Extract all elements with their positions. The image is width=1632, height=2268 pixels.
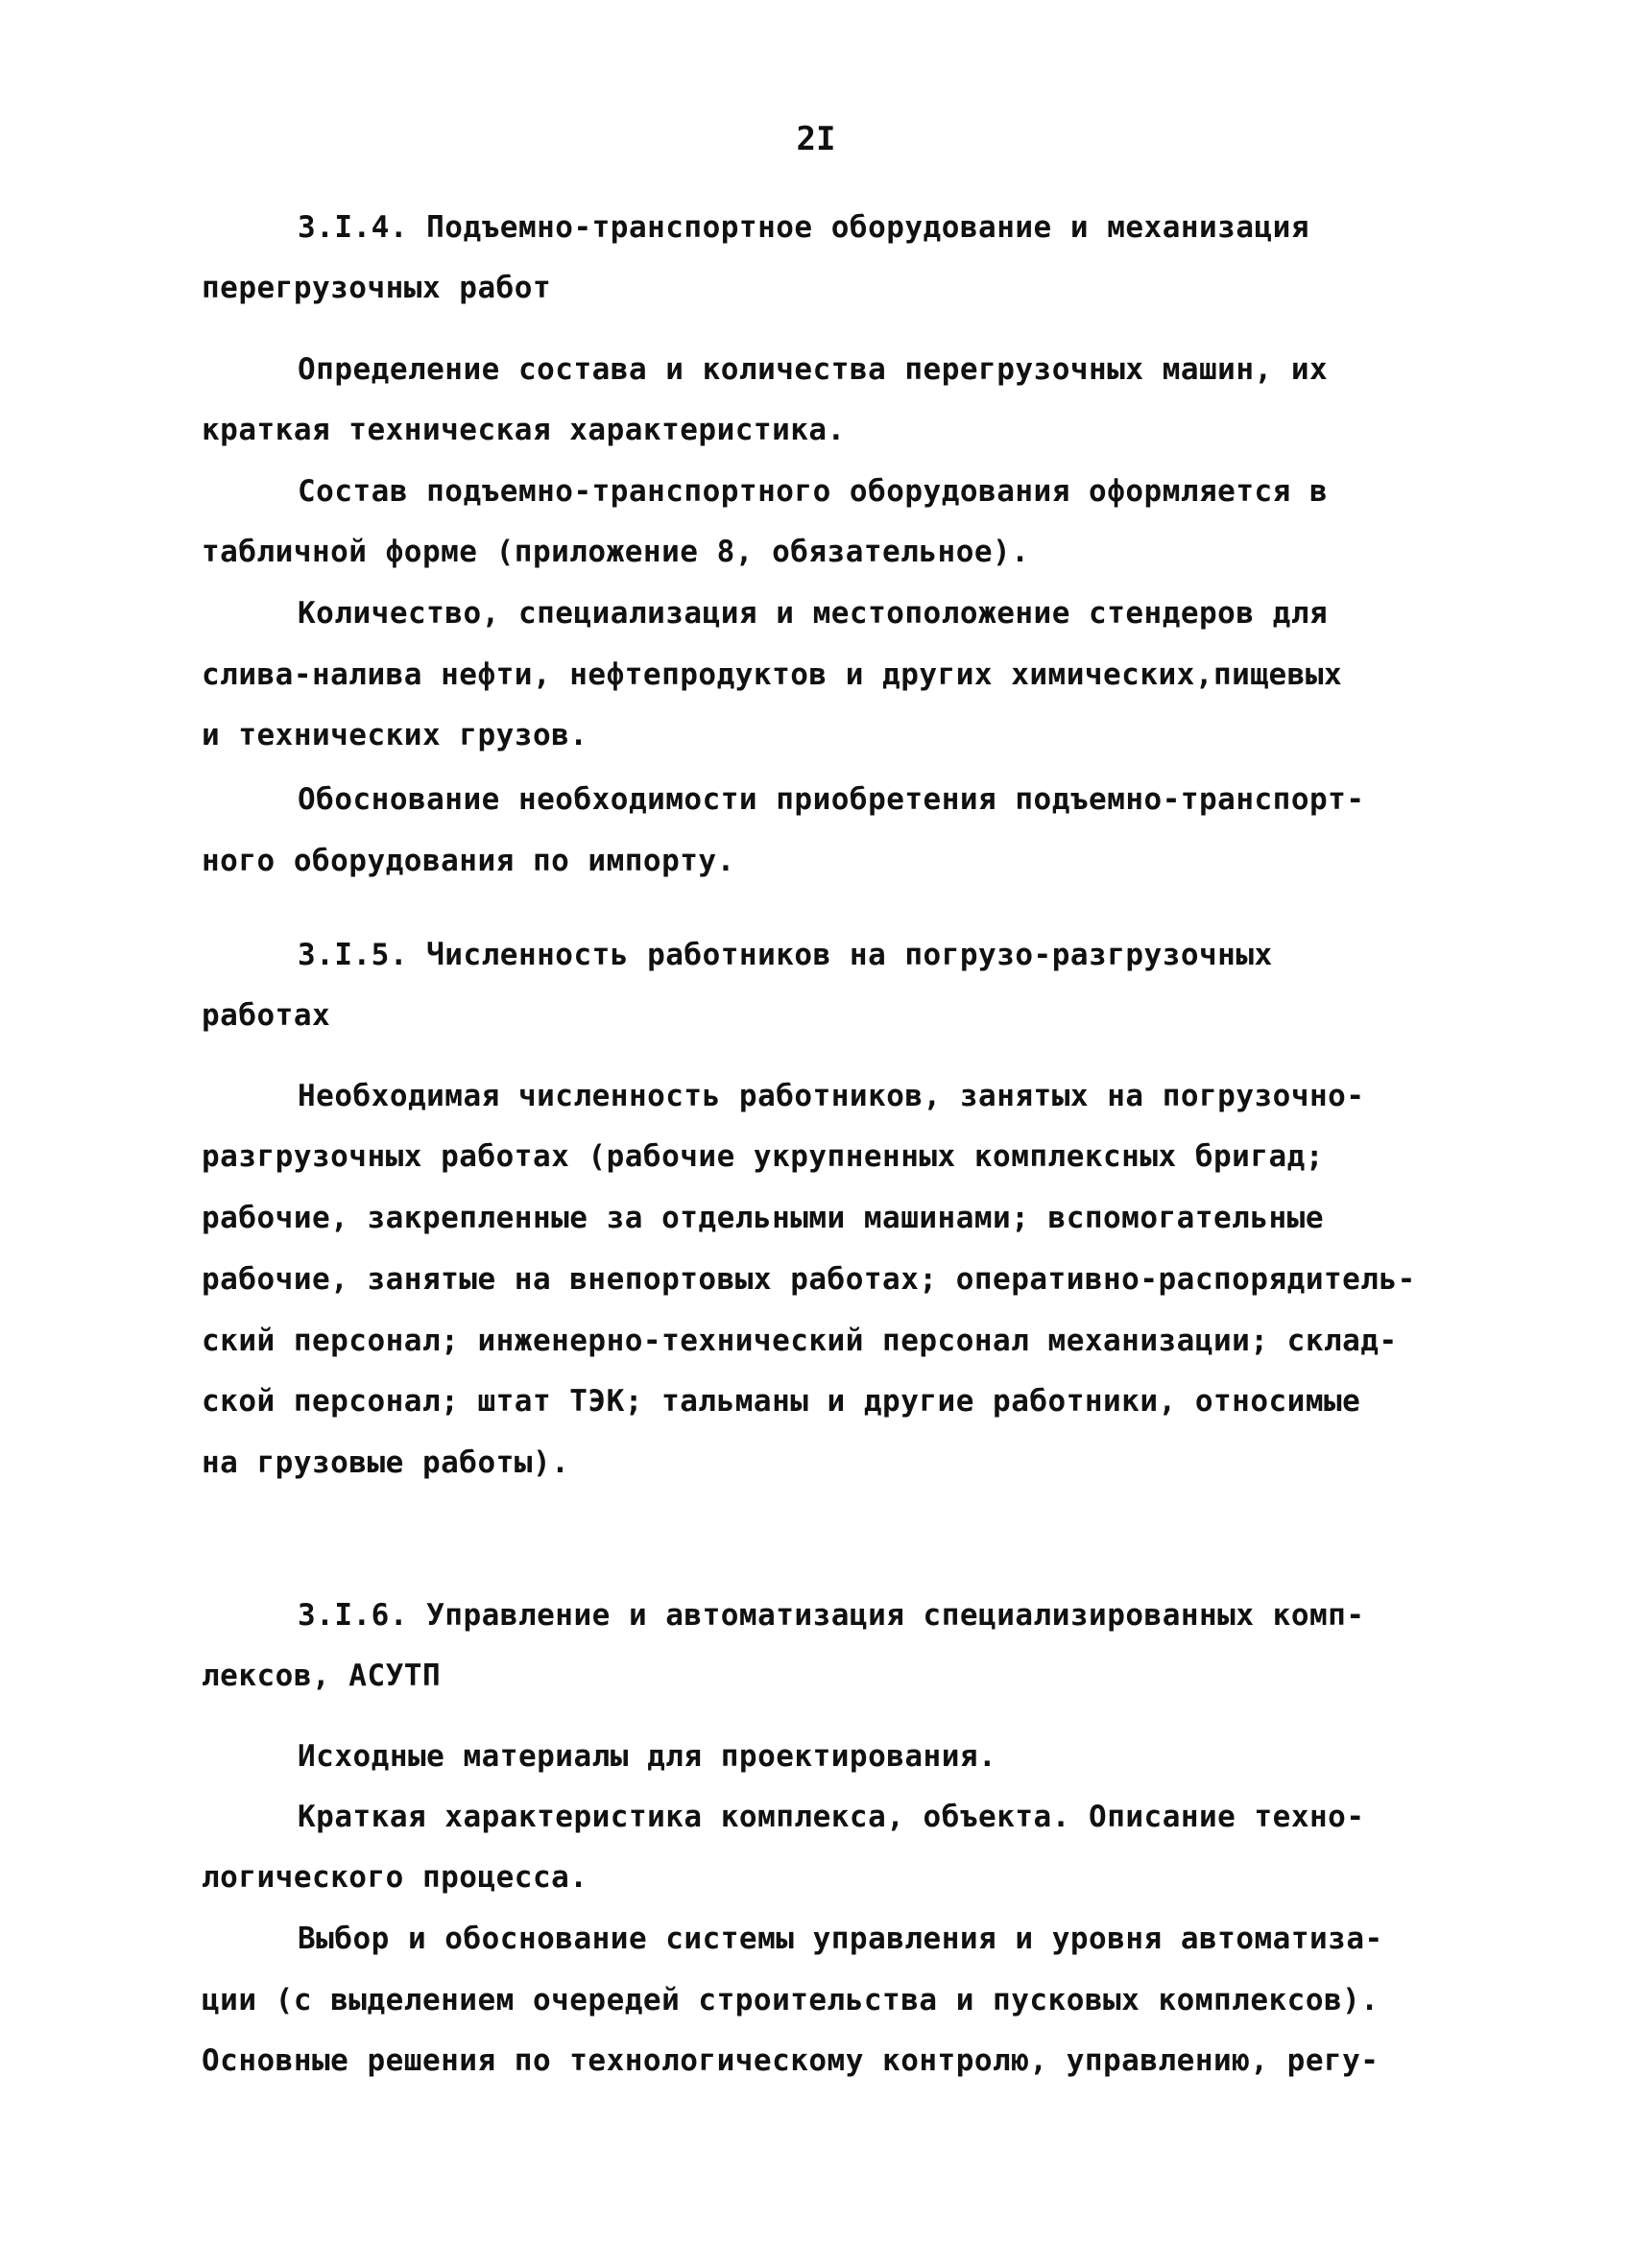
paragraph-line: Необходимая численность работников, занятых на погрузочно- [298, 1079, 1365, 1113]
paragraph-line: и технических грузов. [202, 718, 588, 752]
section-heading-3-1-4-line-2: перегрузочных работ [202, 271, 552, 305]
paragraph-line: рабочие, занятые на внепортовых работах; оперативно-распорядитель- [202, 1262, 1416, 1297]
paragraph-line: слива-налива нефти, нефтепродуктов и других химических,пищевых [202, 657, 1343, 692]
paragraph-line: Краткая характеристика комплекса, объекта. Описание техно- [298, 1800, 1365, 1834]
paragraph-line: на грузовые работы). [202, 1445, 570, 1480]
paragraph-line: логического процесса. [202, 1860, 588, 1895]
paragraph-line: разгрузочных работах (рабочие укрупненных комплексных бригад; [202, 1139, 1324, 1174]
paragraph-line: ции (с выделением очередей строительства и пусковых комплексов). [202, 1983, 1380, 2017]
paragraph-line: ской персонал; штат ТЭК; тальманы и другие работники, относимые [202, 1384, 1361, 1419]
paragraph-line: Определение состава и количества перегрузочных машин, их [298, 352, 1329, 387]
paragraph-line: Основные решения по технологическому контролю, управлению, регу- [202, 2043, 1380, 2078]
paragraph-line: Количество, специализация и местоположение стендеров для [298, 596, 1329, 631]
section-heading-3-1-5-line-1: 3.I.5. Численность работников на погрузо-разгрузочных [298, 938, 1273, 972]
section-heading-3-1-5-line-2: работах [202, 998, 331, 1033]
paragraph-line: табличной форме (приложение 8, обязательное). [202, 535, 1030, 569]
paragraph-line: рабочие, закрепленные за отдельными машинами; вспомогательные [202, 1201, 1324, 1235]
paragraph-line: Выбор и обоснование системы управления и уровня автоматиза- [298, 1922, 1383, 1956]
paragraph-line: ский персонал; инженерно-технический персонал механизации; склад- [202, 1324, 1398, 1358]
section-heading-3-1-4-line-1: 3.I.4. Подъемно-транспортное оборудование и механизация [298, 210, 1309, 245]
paragraph-line: Исходные материалы для проектирования. [298, 1739, 997, 1774]
paragraph-line: Состав подъемно-транспортного оборудования оформляется в [298, 474, 1329, 509]
paragraph-line: ного оборудования по импорту. [202, 844, 735, 878]
paragraph-line: краткая техническая характеристика. [202, 413, 846, 447]
paragraph-line: Обоснование необходимости приобретения подъемно-транспорт- [298, 782, 1365, 817]
page-number: 2I [796, 120, 836, 158]
section-heading-3-1-6-line-1: 3.I.6. Управление и автоматизация специализированных комп- [298, 1598, 1365, 1633]
section-heading-3-1-6-line-2: лексов, АСУТП [202, 1659, 442, 1693]
